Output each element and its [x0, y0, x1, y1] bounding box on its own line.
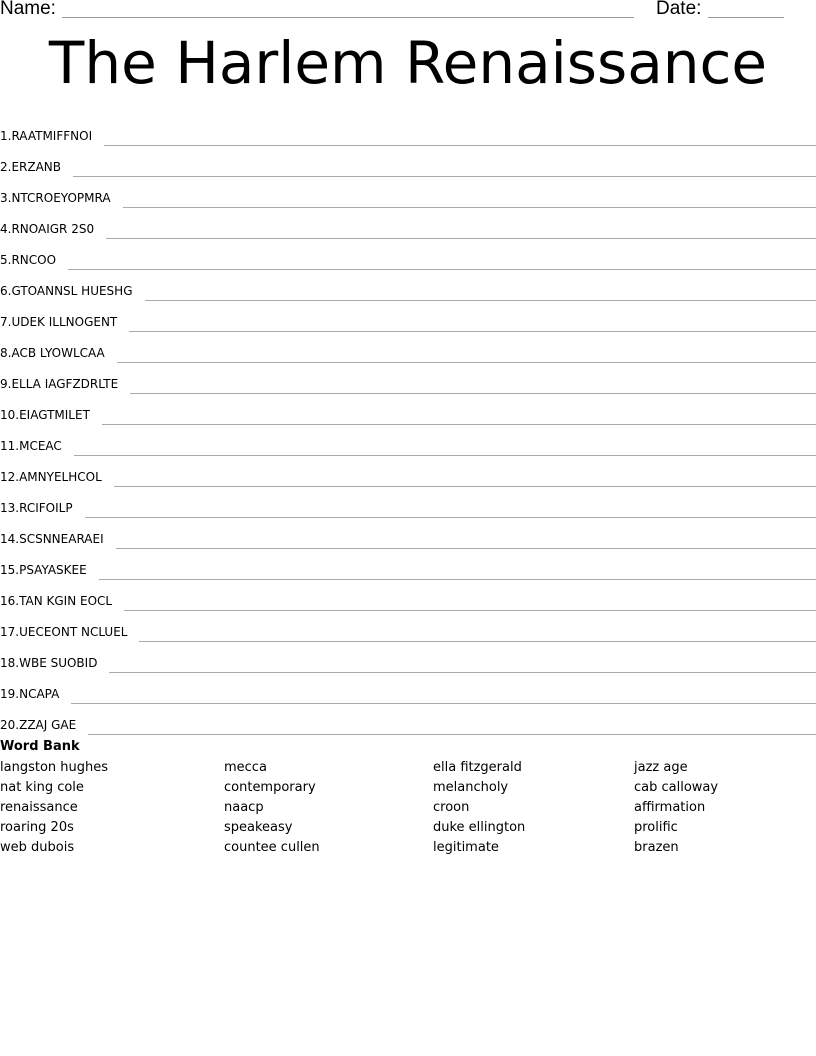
- word-bank-title: Word Bank: [0, 739, 80, 754]
- word-bank-item: roaring 20s: [0, 820, 74, 835]
- scrambled-word: PSAYASKEE: [19, 563, 87, 577]
- question-row: [0, 143, 816, 174]
- question-row: [0, 329, 816, 360]
- answer-line[interactable]: [102, 423, 816, 425]
- question-number: 1.: [0, 129, 12, 143]
- word-bank-item: prolific: [634, 820, 678, 835]
- scrambled-word: ERZANB: [11, 160, 62, 174]
- header-row: [0, 0, 816, 24]
- answer-line[interactable]: [114, 485, 816, 487]
- question-row: [0, 515, 816, 546]
- word-bank-item: affirmation: [634, 800, 706, 815]
- scrambled-word: ACB LYOWLCAA: [11, 346, 105, 360]
- scrambled-word: TAN KGIN EOCL: [19, 594, 113, 608]
- answer-line[interactable]: [104, 144, 816, 146]
- scrambled-word: NCAPA: [19, 687, 60, 701]
- question-row: [0, 205, 816, 236]
- question-number: 20.: [0, 718, 20, 732]
- question-number: 6.: [0, 284, 12, 298]
- answer-line[interactable]: [117, 361, 816, 363]
- question-list: [0, 112, 816, 732]
- word-bank-item: mecca: [224, 760, 267, 775]
- word-bank-item: ella fitzgerald: [433, 760, 522, 775]
- scrambled-word: ZZAJ GAE: [19, 718, 77, 732]
- scrambled-word: NTCROEYOPMRA: [11, 191, 111, 205]
- word-bank-item: speakeasy: [224, 820, 293, 835]
- question-number: 14.: [0, 532, 20, 546]
- answer-line[interactable]: [145, 299, 816, 301]
- page-title: The Harlem Renaissance: [48, 29, 768, 97]
- question-row: [0, 298, 816, 329]
- word-bank-item: langston hughes: [0, 760, 109, 775]
- answer-line[interactable]: [73, 175, 816, 177]
- answer-line[interactable]: [85, 516, 816, 518]
- answer-line[interactable]: [74, 454, 816, 456]
- scrambled-word: EIAGTMILET: [19, 408, 90, 422]
- answer-line[interactable]: [139, 640, 816, 642]
- answer-line[interactable]: [109, 671, 816, 673]
- scrambled-word: ELLA IAGFZDRLTE: [11, 377, 119, 391]
- word-bank: [0, 760, 816, 860]
- question-number: 7.: [0, 315, 12, 329]
- word-bank-item: renaissance: [0, 800, 78, 815]
- name-blank-line: [62, 17, 634, 18]
- answer-line[interactable]: [129, 330, 816, 332]
- question-number: 15.: [0, 563, 20, 577]
- scrambled-word: RNOAIGR 2S0: [11, 222, 95, 236]
- scrambled-word: RNCOO: [11, 253, 57, 267]
- question-row: [0, 267, 816, 298]
- question-row: [0, 236, 816, 267]
- question-row: [0, 422, 816, 453]
- scrambled-word: RCIFOILP: [19, 501, 73, 515]
- scrambled-word: AMNYELHCOL: [19, 470, 102, 484]
- answer-line[interactable]: [116, 547, 816, 549]
- word-bank-item: countee cullen: [224, 840, 320, 855]
- scrambled-word: RAATMIFFNOI: [11, 129, 93, 143]
- date-blank-line: [708, 17, 784, 18]
- scrambled-word: MCEAC: [19, 439, 62, 453]
- question-row: [0, 453, 816, 484]
- question-row: [0, 701, 816, 732]
- question-number: 8.: [0, 346, 12, 360]
- scrambled-word: WBE SUOBID: [19, 656, 98, 670]
- word-bank-item: brazen: [634, 840, 679, 855]
- question-row: [0, 484, 816, 515]
- question-number: 2.: [0, 160, 12, 174]
- question-number: 11.: [0, 439, 20, 453]
- question-row: [0, 546, 816, 577]
- name-label: Name:: [0, 0, 56, 19]
- answer-line[interactable]: [71, 702, 816, 704]
- word-bank-item: jazz age: [634, 760, 688, 775]
- scrambled-word: UDEK ILLNOGENT: [11, 315, 118, 329]
- answer-line[interactable]: [130, 392, 816, 394]
- answer-line[interactable]: [68, 268, 816, 270]
- question-number: 12.: [0, 470, 20, 484]
- word-bank-item: melancholy: [433, 780, 509, 795]
- word-bank-item: legitimate: [433, 840, 499, 855]
- question-number: 10.: [0, 408, 20, 422]
- answer-line[interactable]: [106, 237, 816, 239]
- question-row: [0, 670, 816, 701]
- question-row: [0, 608, 816, 639]
- scrambled-word: GTOANNSL HUESHG: [11, 284, 133, 298]
- question-row: [0, 174, 816, 205]
- question-row: [0, 391, 816, 422]
- date-label: Date:: [656, 0, 702, 19]
- word-bank-item: cab calloway: [634, 780, 719, 795]
- question-row: [0, 112, 816, 143]
- question-number: 19.: [0, 687, 20, 701]
- answer-line[interactable]: [124, 609, 816, 611]
- question-row: [0, 639, 816, 670]
- question-number: 16.: [0, 594, 20, 608]
- question-number: 18.: [0, 656, 20, 670]
- question-row: [0, 360, 816, 391]
- question-number: 5.: [0, 253, 12, 267]
- question-number: 17.: [0, 625, 20, 639]
- question-number: 3.: [0, 191, 12, 205]
- word-bank-item: croon: [433, 800, 470, 815]
- answer-line[interactable]: [88, 733, 816, 735]
- question-row: [0, 577, 816, 608]
- scrambled-word: UECEONT NCLUEL: [19, 625, 128, 639]
- word-bank-item: duke ellington: [433, 820, 526, 835]
- question-number: 13.: [0, 501, 20, 515]
- word-bank-item: nat king cole: [0, 780, 84, 795]
- scrambled-word: SCSNNEARAEI: [19, 532, 104, 546]
- question-number: 4.: [0, 222, 12, 236]
- answer-line[interactable]: [99, 578, 816, 580]
- word-bank-item: naacp: [224, 800, 264, 815]
- word-bank-item: contemporary: [224, 780, 316, 795]
- word-bank-item: web dubois: [0, 840, 75, 855]
- question-number: 9.: [0, 377, 12, 391]
- answer-line[interactable]: [123, 206, 816, 208]
